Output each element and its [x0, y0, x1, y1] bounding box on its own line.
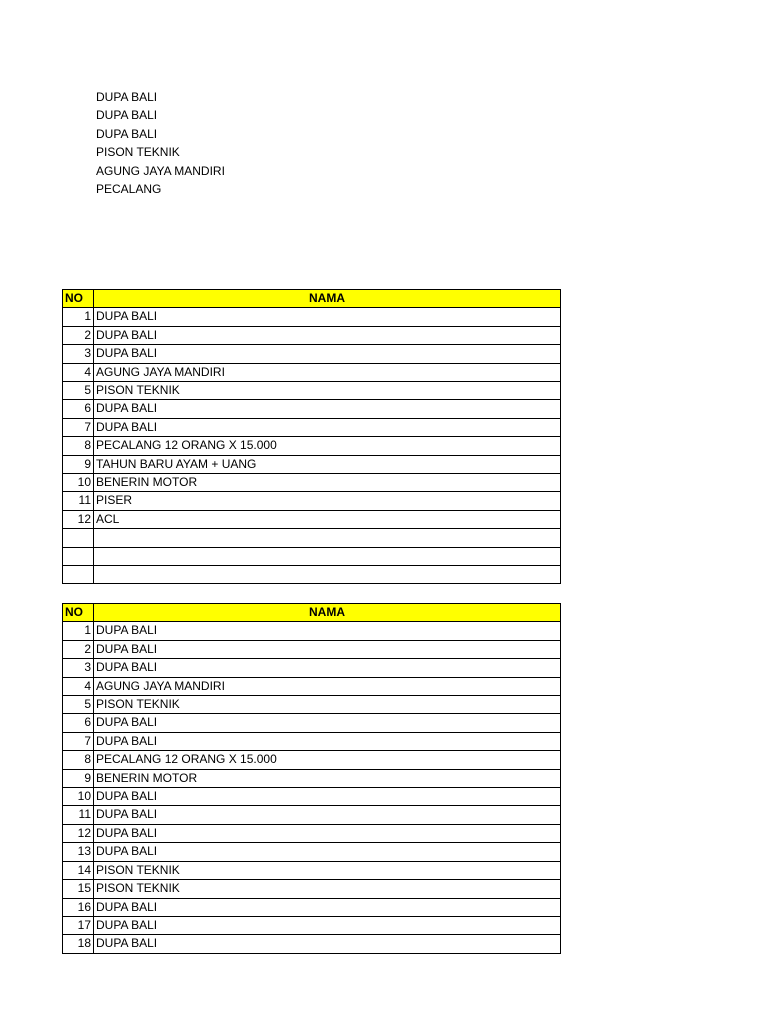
- table-row: [63, 363, 561, 381]
- cell-nama[interactable]: DUPA BALI: [94, 659, 561, 677]
- cell-no[interactable]: 6: [63, 714, 94, 732]
- table-row: [63, 769, 561, 787]
- table-row: [63, 400, 561, 418]
- table-row: [63, 308, 561, 326]
- cell-no[interactable]: 5: [63, 382, 94, 400]
- cell-nama[interactable]: DUPA BALI: [94, 732, 561, 750]
- table-row: [63, 935, 561, 953]
- cell-nama[interactable]: PISON TEKNIK: [94, 382, 561, 400]
- cell-nama[interactable]: DUPA BALI: [94, 843, 561, 861]
- cell-no[interactable]: 16: [63, 898, 94, 916]
- cell-nama[interactable]: DUPA BALI: [94, 824, 561, 842]
- table-row: [63, 824, 561, 842]
- top-list-item: PECALANG: [96, 181, 162, 196]
- cell-nama[interactable]: DUPA BALI: [94, 935, 561, 953]
- cell-no[interactable]: 7: [63, 418, 94, 436]
- table-row: [63, 492, 561, 510]
- cell-no[interactable]: 12: [63, 824, 94, 842]
- cell-nama[interactable]: DUPA BALI: [94, 418, 561, 436]
- cell-nama[interactable]: DUPA BALI: [94, 345, 561, 363]
- cell-no[interactable]: [63, 529, 94, 547]
- table-row: [63, 732, 561, 750]
- cell-nama[interactable]: DUPA BALI: [94, 714, 561, 732]
- name-table-2: [62, 603, 561, 954]
- table-header-row: [63, 604, 561, 622]
- cell-nama[interactable]: DUPA BALI: [94, 326, 561, 344]
- cell-nama[interactable]: ACL: [94, 510, 561, 528]
- top-list-item: DUPA BALI: [96, 126, 158, 141]
- cell-no[interactable]: 4: [63, 677, 94, 695]
- table-row: [63, 843, 561, 861]
- table-header-row: [63, 290, 561, 308]
- cell-no[interactable]: 4: [63, 363, 94, 381]
- cell-no[interactable]: 13: [63, 843, 94, 861]
- table-row-empty: [63, 529, 561, 547]
- table-row: [63, 659, 561, 677]
- table-row: [63, 788, 561, 806]
- table-row-empty: [63, 566, 561, 584]
- cell-no[interactable]: 3: [63, 345, 94, 363]
- top-list-item: PISON TEKNIK: [96, 145, 180, 160]
- cell-no[interactable]: 6: [63, 400, 94, 418]
- cell-no[interactable]: 10: [63, 474, 94, 492]
- cell-nama[interactable]: PECALANG 12 ORANG X 15.000: [94, 437, 561, 455]
- cell-no[interactable]: 14: [63, 861, 94, 879]
- table-row: [63, 418, 561, 436]
- cell-no[interactable]: 3: [63, 659, 94, 677]
- cell-no[interactable]: 11: [63, 492, 94, 510]
- header-no: NO: [63, 604, 94, 622]
- cell-no[interactable]: 18: [63, 935, 94, 953]
- cell-nama[interactable]: DUPA BALI: [94, 898, 561, 916]
- cell-no[interactable]: 9: [63, 455, 94, 473]
- cell-no[interactable]: 10: [63, 788, 94, 806]
- cell-nama[interactable]: [94, 529, 561, 547]
- cell-nama[interactable]: PISON TEKNIK: [94, 880, 561, 898]
- table-row: [63, 474, 561, 492]
- cell-nama[interactable]: [94, 566, 561, 584]
- cell-nama[interactable]: PISER: [94, 492, 561, 510]
- top-list-item: AGUNG JAYA MANDIRI: [96, 163, 225, 178]
- table-row: [63, 898, 561, 916]
- cell-no[interactable]: 2: [63, 640, 94, 658]
- top-name-list: [96, 88, 225, 198]
- cell-no[interactable]: 8: [63, 751, 94, 769]
- table-row: [63, 437, 561, 455]
- table-row: [63, 640, 561, 658]
- cell-no[interactable]: 2: [63, 326, 94, 344]
- cell-nama[interactable]: DUPA BALI: [94, 308, 561, 326]
- cell-no[interactable]: 12: [63, 510, 94, 528]
- cell-nama[interactable]: AGUNG JAYA MANDIRI: [94, 363, 561, 381]
- cell-nama[interactable]: DUPA BALI: [94, 788, 561, 806]
- table-row: [63, 861, 561, 879]
- header-no: NO: [63, 290, 94, 308]
- cell-nama[interactable]: DUPA BALI: [94, 622, 561, 640]
- name-table-1: [62, 289, 561, 584]
- cell-no[interactable]: [63, 566, 94, 584]
- cell-no[interactable]: 5: [63, 696, 94, 714]
- cell-nama[interactable]: TAHUN BARU AYAM + UANG: [94, 455, 561, 473]
- cell-no[interactable]: [63, 547, 94, 565]
- table-row: [63, 916, 561, 934]
- top-list-item: DUPA BALI: [96, 90, 158, 104]
- table-row: [63, 751, 561, 769]
- cell-nama[interactable]: DUPA BALI: [94, 806, 561, 824]
- table-row: [63, 382, 561, 400]
- table-row: [63, 326, 561, 344]
- header-nama: NAMA: [94, 604, 561, 622]
- cell-no[interactable]: 1: [63, 308, 94, 326]
- table-row: [63, 345, 561, 363]
- cell-nama[interactable]: BENERIN MOTOR: [94, 769, 561, 787]
- header-nama: NAMA: [94, 290, 561, 308]
- cell-no[interactable]: 17: [63, 916, 94, 934]
- cell-no[interactable]: 8: [63, 437, 94, 455]
- cell-no[interactable]: 15: [63, 880, 94, 898]
- cell-nama[interactable]: AGUNG JAYA MANDIRI: [94, 677, 561, 695]
- cell-no[interactable]: 9: [63, 769, 94, 787]
- cell-nama[interactable]: PISON TEKNIK: [94, 696, 561, 714]
- cell-nama[interactable]: DUPA BALI: [94, 916, 561, 934]
- table-row: [63, 880, 561, 898]
- cell-no[interactable]: 7: [63, 732, 94, 750]
- top-list-item: DUPA BALI: [96, 108, 158, 123]
- table-row: [63, 696, 561, 714]
- cell-nama[interactable]: PECALANG 12 ORANG X 15.000: [94, 751, 561, 769]
- table-row: [63, 806, 561, 824]
- cell-nama[interactable]: [94, 547, 561, 565]
- cell-nama[interactable]: PISON TEKNIK: [94, 861, 561, 879]
- cell-nama[interactable]: DUPA BALI: [94, 400, 561, 418]
- cell-no[interactable]: 1: [63, 622, 94, 640]
- cell-nama[interactable]: BENERIN MOTOR: [94, 474, 561, 492]
- table-row: [63, 455, 561, 473]
- table-row-empty: [63, 547, 561, 565]
- table-row: [63, 622, 561, 640]
- table-row: [63, 714, 561, 732]
- cell-no[interactable]: 11: [63, 806, 94, 824]
- table-row: [63, 510, 561, 528]
- cell-nama[interactable]: DUPA BALI: [94, 640, 561, 658]
- table-row: [63, 677, 561, 695]
